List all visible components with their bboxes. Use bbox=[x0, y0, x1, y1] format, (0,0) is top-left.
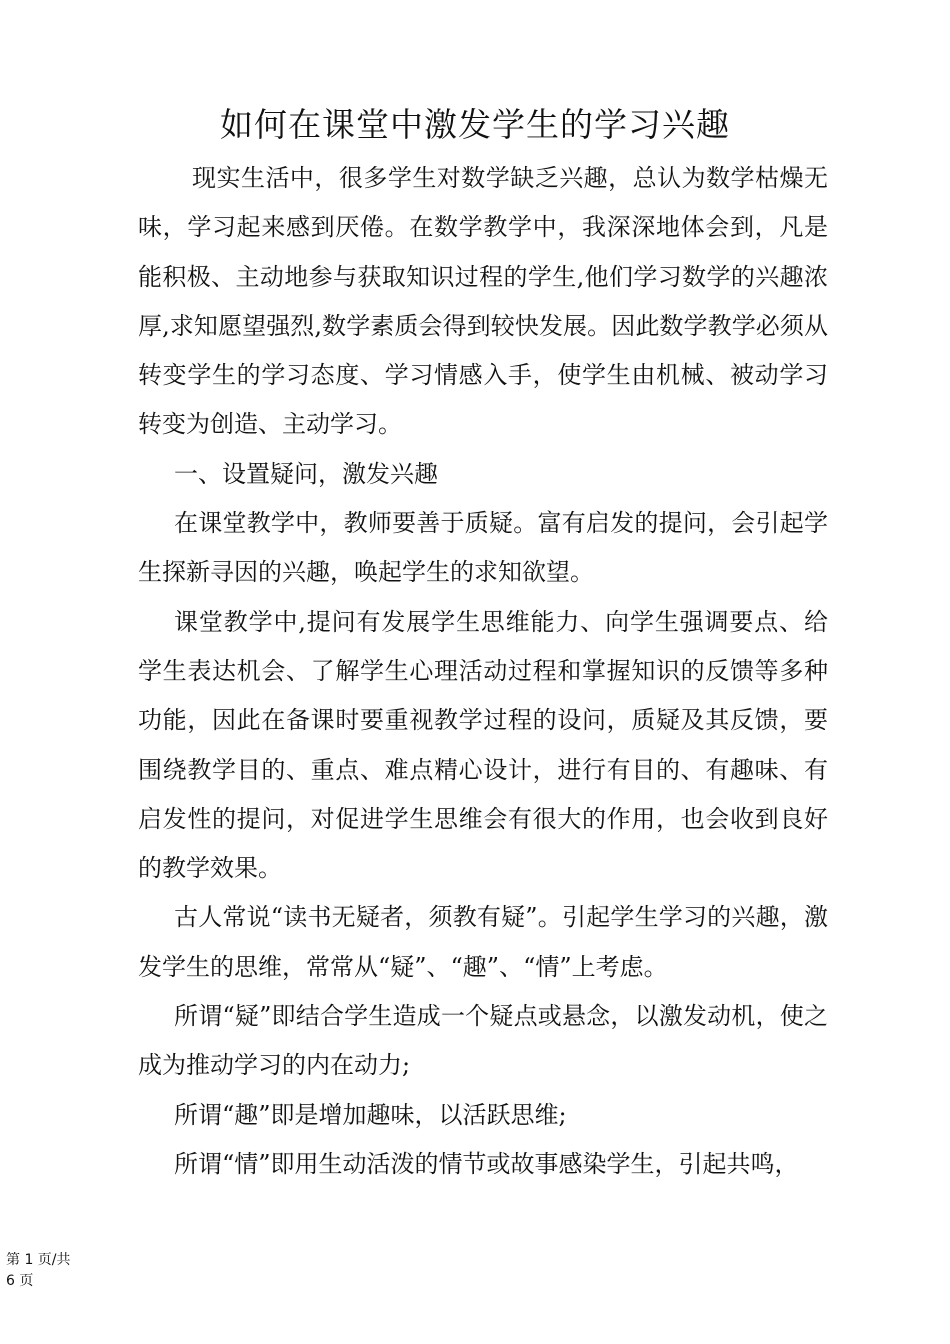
paragraph: 所谓“情”即用生动活泼的情节或故事感染学生，引起共鸣， bbox=[174, 1149, 799, 1178]
page-number-line2: 6 页 bbox=[6, 1273, 34, 1289]
paragraph: 古人常说“读书无疑者，须教有疑”。引起学生学习的兴趣，激发学生的思维，常常从“疑”、“趣”、“情”上考虑。 bbox=[138, 903, 828, 981]
paragraph-intro: 现实生活中，很多学生对数学缺乏兴趣，总认为数学枯燥无味，学习起来感到厌倦。在数学教学中，我深深地体会到，凡是能积极、主动地参与获取知识过程的学生,他们学习数学的兴趣浓厚,求知愿望强烈,数学素质会得到较快发展。因此数学教学必须从转变学生的学习态度、学习情感入手，使学生由机械、被动学习转变为创造、主动学习。 bbox=[138, 164, 828, 439]
document-body bbox=[138, 154, 828, 1189]
paragraph: 课堂教学中,提问有发展学生思维能力、向学生强调要点、给学生表达机会、了解学生心理活动过程和掌握知识的反馈等多种功能，因此在备课时要重视教学过程的设问，质疑及其反馈，要围绕教学目的、重点、难点精心设计，进行有目的、有趣味、有启发性的提问，对促进学生思维会有很大的作用，也会收到良好的教学效果。 bbox=[138, 607, 828, 883]
page-number-line1: 第 1 页/共 bbox=[6, 1252, 71, 1268]
paragraph: 在课堂教学中，教师要善于质疑。富有启发的提问，会引起学生探新寻因的兴趣，唤起学生的求知欲望。 bbox=[138, 509, 828, 587]
section-heading: 一、设置疑问，激发兴趣 bbox=[174, 459, 438, 488]
document-title: 如何在课堂中激发学生的学习兴趣 bbox=[220, 105, 730, 144]
paragraph: 所谓“趣”即是增加趣味，以活跃思维; bbox=[174, 1100, 567, 1129]
paragraph: 所谓“疑”即结合学生造成一个疑点或悬念，以激发动机，使之成为推动学习的内在动力; bbox=[138, 1002, 828, 1080]
page-number-footer bbox=[6, 1250, 86, 1292]
